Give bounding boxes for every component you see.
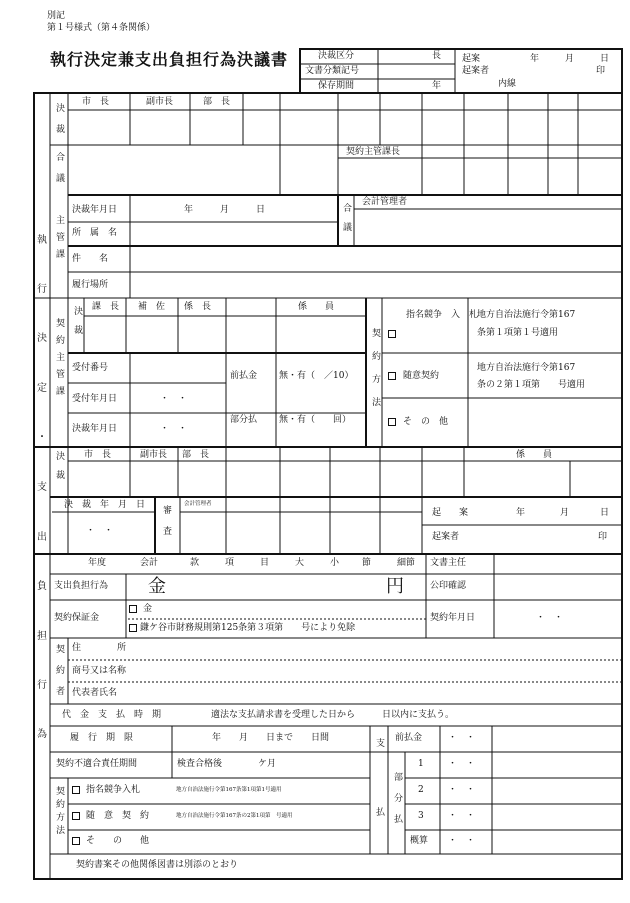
side-char-10: 行 [37, 680, 47, 691]
budget-header-setsu: 節 [362, 558, 372, 568]
period-label: 履 行 期 限 [70, 733, 134, 743]
budget-header-saisetsu: 細節 [397, 558, 416, 568]
budget-header-account: 会計 [140, 558, 159, 568]
side-char-4: 定 [37, 383, 47, 394]
contract-staff: 係 員 [298, 302, 335, 312]
side-char-9: 担 [37, 631, 47, 642]
contractor-label: 契約者 [54, 644, 64, 707]
contract-date-value: ・ ・ [536, 613, 564, 623]
advance-label: 前払金 [230, 371, 258, 381]
receipt-date-label: 受付年月日 [72, 394, 118, 404]
meta-kessai-label: 決裁区分 [318, 51, 355, 61]
kessai2-date-value: ・ ・ [86, 526, 114, 536]
drafter-seal: 印 [596, 66, 606, 76]
guarantee-opt2-box[interactable] [129, 624, 140, 634]
shukan-subject-label: 件 名 [72, 254, 109, 264]
advance-value: 無・有（ ／10） [279, 371, 354, 381]
shukan-label: 主管課 [54, 215, 64, 266]
pay-method-2-box[interactable] [72, 812, 83, 822]
method-2-name: 随意契約 [403, 371, 440, 381]
form-number: 第１号様式（第４条関係） [47, 23, 156, 33]
pay-method-2-name: 随 意 契 約 [86, 811, 150, 821]
contract-assistant: 補 佐 [138, 302, 166, 312]
contract-method-label: 契約方法 [370, 328, 380, 420]
decision-date-value: ・ ・ [160, 424, 188, 434]
pay-method-1-box[interactable] [72, 786, 83, 796]
footer-note: 契約書案その他関係図書は別添のとおり [76, 860, 239, 870]
kessai2-year: 年 [516, 508, 526, 518]
shukan-year: 年 [184, 205, 194, 215]
audit-label: 審査 [161, 505, 171, 547]
meta-period-value: 年 [432, 81, 442, 91]
approval-contract-chief: 契約主管課長 [346, 147, 401, 157]
kessai2-month: 月 [560, 508, 570, 518]
estimate-label: 概算 [410, 836, 429, 846]
guarantee-opt2: 鎌ケ谷市財務規則第125条第３項第 号により免除 [140, 623, 356, 633]
contract-dept-kessai: 決裁 [72, 306, 82, 344]
contract-chief: 課 長 [92, 302, 120, 312]
guarantee-label: 契約保証金 [54, 613, 100, 623]
side-char-5: ・ [37, 432, 47, 443]
extension-label: 内線 [498, 79, 517, 89]
partial-row-3-date: ・ ・ [448, 811, 476, 821]
budget-header-kou: 項 [225, 558, 235, 568]
kessai2-mayor: 市 長 [84, 450, 112, 460]
approval-director: 部 長 [203, 97, 231, 107]
seal-check-label: 公印確認 [430, 581, 467, 591]
meta-period-label: 保存期間 [318, 81, 355, 91]
shukan-place-label: 履行場所 [72, 280, 109, 290]
kessai2-accountant: 会計管理者 [184, 501, 212, 507]
shukan-accountant: 会計管理者 [362, 197, 408, 207]
guarantee-opt1-box[interactable] [129, 605, 140, 615]
receipt-no-label: 受付番号 [72, 363, 109, 373]
advance-payment-date: ・ ・ [448, 733, 476, 743]
approval-mayor: 市 長 [82, 97, 110, 107]
receipt-date-value: ・ ・ [160, 394, 188, 404]
draft-month: 月 [565, 54, 575, 64]
contract-date-label: 契約年月日 [430, 613, 476, 623]
amount-prefix: 金 [148, 576, 166, 597]
annex-label: 別記 [47, 11, 66, 21]
decision-date-label: 決裁年月日 [72, 424, 118, 434]
partial-label: 部分払 [230, 415, 258, 425]
partial-row-2-date: ・ ・ [448, 785, 476, 795]
contractor-address: 住 所 [72, 643, 127, 653]
amount-label: 支出負担行為 [54, 581, 109, 591]
shukan-month: 月 [220, 205, 230, 215]
budget-header-shou: 小 [330, 558, 340, 568]
method-2-note1: 地方自治法施行令第167 [477, 363, 576, 373]
budget-header-moku: 目 [260, 558, 270, 568]
kessai2-drafter-label: 起案者 [432, 532, 460, 542]
pay-method-3-box[interactable] [72, 837, 83, 847]
kessai2-draft-label: 起 案 [432, 508, 469, 518]
kessai2-director: 部 長 [182, 450, 210, 460]
meta-kessai-value: 長 [432, 51, 442, 61]
partial-row-1-date: ・ ・ [448, 759, 476, 769]
approval-kessai-label: 決裁 [54, 103, 64, 145]
method-3-name: そ の 他 [403, 417, 449, 427]
shiharai-label: 支払 [374, 738, 384, 876]
method-1-name: 指名競争 入 札 [406, 310, 479, 320]
kessai2-vice-mayor: 副市長 [140, 450, 168, 460]
guarantee-opt1: 金 [143, 604, 153, 614]
side-char-1: 執 [37, 235, 47, 246]
payment-method-label: 契約方法 [54, 786, 64, 838]
method-3-box[interactable] [388, 418, 399, 428]
partial-row-3: 3 [418, 811, 424, 821]
doc-owner-label: 文書主任 [430, 558, 467, 568]
shukan-day: 日 [256, 205, 266, 215]
contractor-company: 商号又は名称 [72, 666, 127, 676]
form-title: 執行決定兼支出負担行為決議書 [50, 50, 289, 69]
pay-method-3-name: そ の 他 [86, 836, 150, 846]
payment-timing-text: 適法な支払請求書を受理した日から 日以内に支払う。 [211, 710, 455, 720]
pay-method-2-note: 地方自治法施行令第167条の2第1項第 号適用 [176, 813, 293, 819]
amount-unit: 円 [386, 576, 404, 597]
kessai2-date-label: 決 裁 年 月 日 [64, 500, 146, 510]
budget-header-year: 年度 [88, 558, 107, 568]
partial-value: 無・有（ 回） [279, 415, 352, 425]
method-1-note2: 条第１項第１号適用 [477, 328, 559, 338]
kessai2-label: 決裁 [54, 451, 64, 489]
approval-gougi-label: 合議 [54, 152, 64, 194]
partial-row-2: 2 [418, 785, 424, 795]
draft-label: 起案 [462, 54, 481, 64]
side-char-7: 出 [37, 532, 47, 543]
side-char-8: 負 [37, 581, 47, 592]
budget-header-kan: 款 [190, 558, 200, 568]
pay-method-1-note: 地方自治法施行令第167条第1項第1号適用 [176, 787, 282, 793]
side-char-2: 行 [37, 284, 47, 295]
contract-dept-label: 契約主管課 [54, 318, 64, 403]
budget-header-dai: 大 [295, 558, 305, 568]
pay-method-1-name: 指名競争入札 [86, 785, 141, 795]
contractor-rep: 代表者氏名 [72, 688, 118, 698]
shukan-gougi-label: 合議 [341, 203, 351, 241]
draft-year: 年 [530, 54, 540, 64]
liability-value: 検査合格後 ケ月 [177, 759, 277, 769]
approval-vice-mayor: 副市長 [146, 97, 174, 107]
kessai2-day: 日 [600, 508, 610, 518]
drafter-label: 起案者 [462, 66, 490, 76]
side-char-3: 決 [37, 333, 47, 344]
kessai2-staff: 係 員 [516, 450, 553, 460]
contract-section-chief: 係 長 [184, 302, 212, 312]
shukan-dept-label: 所 属 名 [72, 228, 118, 238]
liability-label: 契約不適合責任期間 [56, 759, 138, 769]
method-2-box[interactable] [388, 372, 399, 382]
side-char-11: 為 [37, 729, 47, 740]
method-2-note2: 条の２第１項第 号適用 [477, 380, 586, 390]
meta-class-label: 文書分類記号 [305, 66, 360, 76]
method-1-box[interactable] [388, 330, 399, 340]
shukan-decision-date-label: 決裁年月日 [72, 205, 118, 215]
estimate-date: ・ ・ [448, 836, 476, 846]
advance-payment-label: 前払金 [395, 733, 423, 743]
period-value: 年 月 日まで 日間 [212, 733, 330, 743]
kessai2-seal: 印 [598, 532, 608, 542]
draft-day: 日 [600, 54, 610, 64]
partial-row-1: 1 [418, 759, 424, 769]
payment-timing-label: 代 金 支 払 時 期 [62, 710, 162, 720]
method-1-note1: 地方自治法施行令第167 [477, 310, 576, 320]
side-char-6: 支 [37, 482, 47, 493]
bunkatsu-label: 部分払 [392, 772, 402, 835]
